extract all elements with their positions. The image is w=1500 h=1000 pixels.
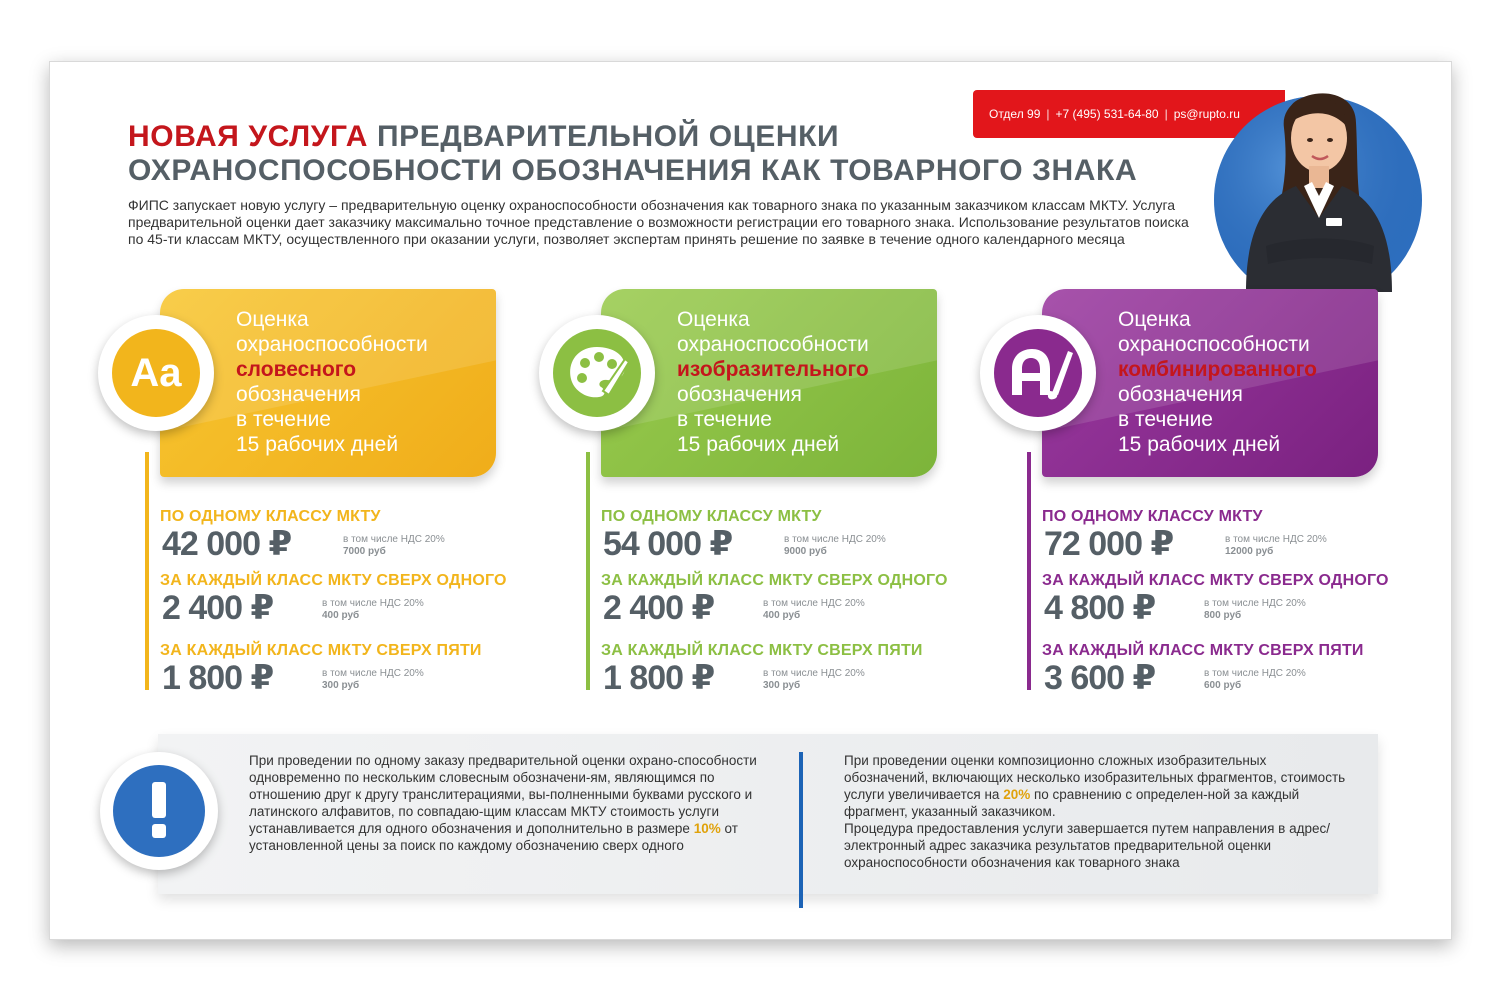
card-icon-circle <box>980 315 1096 431</box>
vat-five: в том числе НДС 20% 300 руб <box>322 668 424 691</box>
card-accent-line <box>586 452 590 690</box>
price-five: 1 800 ₽ <box>162 659 274 697</box>
vat-one: в том числе НДС 20% 7000 руб <box>343 534 445 557</box>
notice-left-text: При проведении по одному заказу предварительной оценки охрано-способности одновременно по нескольким словесным обозначени-ям, являющимся по отношению друг к другу транслитерациями, вы-полненными буквами русского и латинского алфавитов, по совпадаю-щим классам МКТУ стоимость услуги устанавливается для одного обозначения и дополнительно в размере 10% от установленной цены за поиск по каждому обозначению сверх одного <box>249 753 757 853</box>
letters-aa-icon <box>112 329 200 417</box>
vat-one: в том числе НДС 20% 12000 руб <box>1225 534 1327 557</box>
card-accent-line <box>145 452 149 690</box>
price-each: 4 800 ₽ <box>1044 589 1156 627</box>
svg-text:Aa: Aa <box>130 351 182 395</box>
price-one: 72 000 ₽ <box>1044 525 1174 563</box>
vat-each: в том числе НДС 20% 800 руб <box>1204 598 1306 621</box>
vat-each: в том числе НДС 20% 400 руб <box>322 598 424 621</box>
contact-department: Отдел 99 <box>989 107 1041 121</box>
price-each: 2 400 ₽ <box>603 589 715 627</box>
price-one: 54 000 ₽ <box>603 525 733 563</box>
card-accent-line <box>1027 452 1031 690</box>
letter-brush-icon <box>994 329 1082 417</box>
price-each: 2 400 ₽ <box>162 589 274 627</box>
contact-bar: Отдел 99 | +7 (495) 531-64-80 | ps@rupto.ru <box>973 90 1285 138</box>
price-label-each: ЗА КАЖДЫЙ КЛАСС МКТУ СВЕРХ ОДНОГО <box>601 572 948 589</box>
card-banner-text: Оценка охраноспособности комбинированного обозначения в течение 15 рабочих дней <box>1118 308 1317 456</box>
card-banner-text: Оценка охраноспособности изобразительного обозначения в течение 15 рабочих дней <box>677 308 869 456</box>
price-label-one: ПО ОДНОМУ КЛАССУ МКТУ <box>601 508 822 525</box>
vat-five: в том числе НДС 20% 600 руб <box>1204 668 1306 691</box>
price-label-five: ЗА КАЖДЫЙ КЛАСС МКТУ СВЕРХ ПЯТИ <box>601 642 923 659</box>
exclamation-icon <box>100 752 218 870</box>
price-five: 1 800 ₽ <box>603 659 715 697</box>
price-label-one: ПО ОДНОМУ КЛАССУ МКТУ <box>160 508 381 525</box>
vat-one: в том числе НДС 20% 9000 руб <box>784 534 886 557</box>
infographic-sheet <box>49 61 1452 940</box>
price-five: 3 600 ₽ <box>1044 659 1156 697</box>
price-label-one: ПО ОДНОМУ КЛАССУ МКТУ <box>1042 508 1263 525</box>
contact-email[interactable]: ps@rupto.ru <box>1173 107 1240 121</box>
contact-phone[interactable]: +7 (495) 531-64-80 <box>1055 107 1159 121</box>
vat-each: в том числе НДС 20% 400 руб <box>763 598 865 621</box>
card-icon-circle <box>98 315 214 431</box>
price-one: 42 000 ₽ <box>162 525 292 563</box>
warning-circle <box>100 752 218 870</box>
palette-icon <box>553 329 641 417</box>
notice-panel <box>158 734 1378 894</box>
price-label-five: ЗА КАЖДЫЙ КЛАСС МКТУ СВЕРХ ПЯТИ <box>160 642 482 659</box>
price-label-five: ЗА КАЖДЫЙ КЛАСС МКТУ СВЕРХ ПЯТИ <box>1042 642 1364 659</box>
card-icon-circle <box>539 315 655 431</box>
price-label-each: ЗА КАЖДЫЙ КЛАСС МКТУ СВЕРХ ОДНОГО <box>1042 572 1389 589</box>
title-highlight: НОВАЯ УСЛУГА <box>128 120 369 153</box>
notice-right-text: При проведении оценки композиционно сложных изобразительных обозначений, включающих несколько изобразительных фрагментов, стоимость услуги увеличивается на 20% по сравнению с определен-ной за каждый фрагмент, указанный заказчиком. Процедура предоставления услуги завершается путем направления в адрес/электронный адрес заказчика результатов предварительной оценки охраноспособности обозначения как товарного знака <box>844 753 1346 870</box>
title-line2: ОХРАНОСПОСОБНОСТИ ОБОЗНАЧЕНИЯ КАК ТОВАРНОГО ЗНАКА <box>128 154 1138 187</box>
card-combined <box>980 62 1400 697</box>
card-figurative <box>539 62 959 697</box>
card-banner-text: Оценка охраноспособности словесного обозначения в течение 15 рабочих дней <box>236 308 428 456</box>
price-label-each: ЗА КАЖДЫЙ КЛАСС МКТУ СВЕРХ ОДНОГО <box>160 572 507 589</box>
notice-divider <box>799 752 803 908</box>
title-line1-rest: ПРЕДВАРИТЕЛЬНОЙ ОЦЕНКИ <box>376 120 840 153</box>
card-verbal <box>98 62 518 697</box>
vat-five: в том числе НДС 20% 300 руб <box>763 668 865 691</box>
intro-text: ФИПС запускает новую услугу – предварительную оценку охраноспособности обозначения как товарного знака по указанным заказчиком классам МКТУ. Услуга предварительной оценки дает заказчику максимально точное представление о возможности регистрации его товарного знака. Использование результатов поиска по 45-ти классам МКТУ, осуществленного при оказании услуги, позволяет экспертам принять решение по заявке в течение одного календарного месяца <box>128 197 1189 247</box>
